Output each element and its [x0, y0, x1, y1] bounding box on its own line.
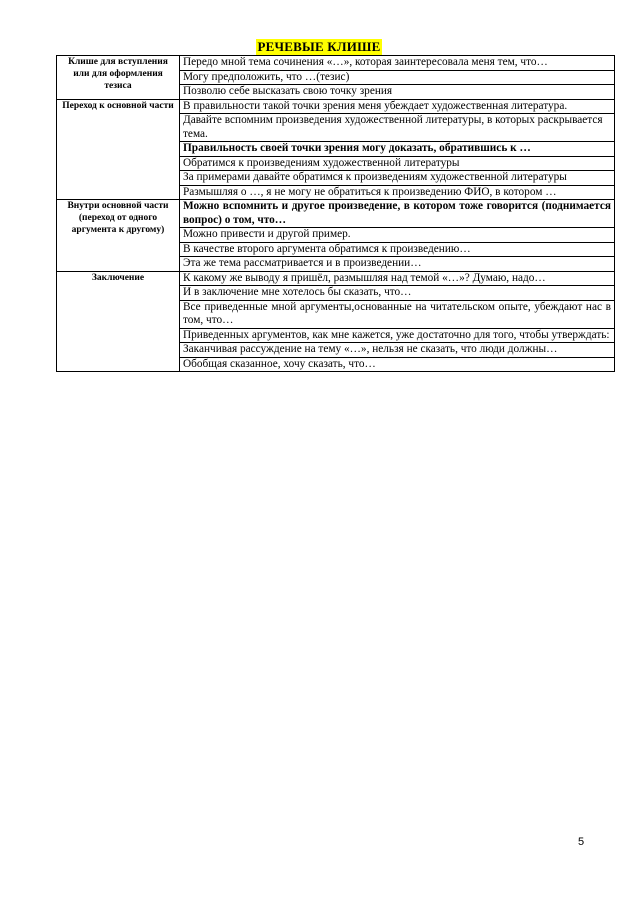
table-row: [57, 56, 615, 71]
section-label: Клише для вступления или для оформления тезиса: [57, 56, 180, 100]
cliche-table: [56, 55, 615, 372]
title-wrapper: [0, 38, 638, 56]
cliche-phrase: Правильность своей точки зрения могу доказать, обратившись к …: [180, 142, 615, 157]
document-title: РЕЧЕВЫЕ КЛИШЕ: [257, 39, 381, 54]
cliche-phrase: Приведенных аргументов, как мне кажется, уже достаточно для того, чтобы утверждать:: [180, 328, 615, 343]
cliche-phrase: И в заключение мне хотелось бы сказать, что…: [180, 286, 615, 301]
cliche-phrase: Можно привести и другой пример.: [180, 228, 615, 243]
cliche-phrase: Размышляя о …, я не могу не обратиться к произведению ФИО, в котором …: [180, 185, 615, 200]
table-row: [57, 200, 615, 228]
cliche-phrase: Обратимся к произведениям художественной литературы: [180, 156, 615, 171]
table-row: [57, 271, 615, 286]
cliche-phrase: В правильности такой точки зрения меня убеждает художественная литература.: [180, 99, 615, 114]
cliche-phrase: Эта же тема рассматривается и в произведении…: [180, 257, 615, 272]
table-row: [57, 99, 615, 114]
cliche-phrase: В качестве второго аргумента обратимся к произведению…: [180, 242, 615, 257]
section-label: Внутри основной части (переход от одного аргумента к другому): [57, 200, 180, 272]
cliche-phrase: Позволю себе высказать свою точку зрения: [180, 85, 615, 100]
page-number: 5: [578, 836, 585, 848]
cliche-phrase: Обобщая сказанное, хочу сказать, что…: [180, 357, 615, 372]
cliche-phrase: Давайте вспомним произведения художественной литературы, в которых раскрывается тема.: [180, 114, 615, 142]
cliche-phrase: За примерами давайте обратимся к произведениям художественной литературы: [180, 171, 615, 186]
section-label: Переход к основной части: [57, 99, 180, 200]
cliche-phrase: К какому же выводу я пришёл, размышляя над темой «…»? Думаю, надо…: [180, 271, 615, 286]
section-label: Заключение: [57, 271, 180, 372]
cliche-phrase: Могу предположить, что …(тезис): [180, 70, 615, 85]
cliche-phrase: Передо мной тема сочинения «…», которая заинтересовала меня тем, что…: [180, 56, 615, 71]
cliche-phrase: Все приведенные мной аргументы,основанные на читательском опыте, убеждают нас в том, что…: [180, 300, 615, 328]
cliche-phrase: Можно вспомнить и другое произведение, в котором тоже говорится (поднимается вопрос) о том, что…: [180, 200, 615, 228]
cliche-phrase: Заканчивая рассуждение на тему «…», нельзя не сказать, что люди должны…: [180, 343, 615, 358]
cliche-table-body: [57, 56, 615, 372]
